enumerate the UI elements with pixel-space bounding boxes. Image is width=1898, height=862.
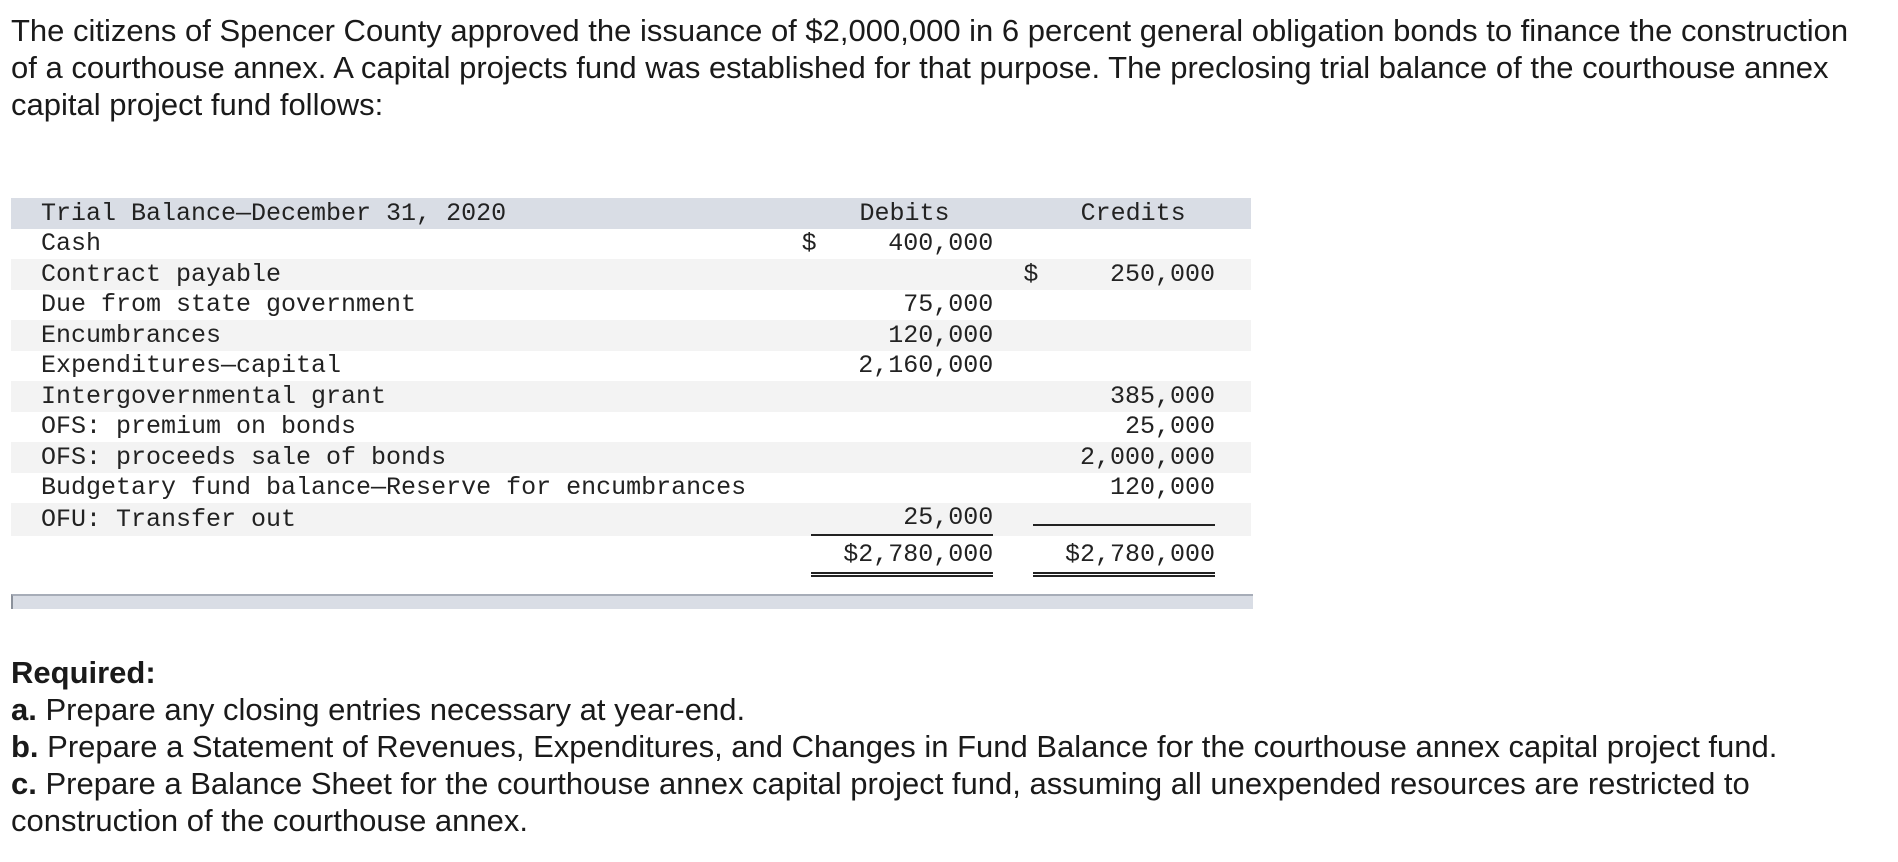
table-row [11, 290, 1251, 321]
account-name: Contract payable [11, 259, 794, 290]
item-text: Prepare any closing entries necessary at year-end. [36, 692, 746, 727]
required-item-b [11, 728, 1881, 765]
credit-amount: 120,000 [1109, 473, 1215, 503]
credit-cell [1015, 503, 1251, 536]
debits-header: Debits [794, 198, 1016, 229]
credits-header: Credits [1015, 198, 1251, 229]
debit-amount: 400,000 [888, 229, 994, 259]
trial-balance-table-container [11, 198, 1251, 580]
account-name: OFS: premium on bonds [41, 412, 357, 442]
required-section [11, 654, 1881, 839]
account-name: Expenditures—capital [41, 351, 342, 381]
credit-cell [1015, 442, 1251, 473]
item-text: Prepare a Balance Sheet for the courthouse annex capital project fund, assuming all unexpended resources are restricted to construction of the courthouse annex. [11, 766, 1750, 838]
credit-total-cell [1015, 536, 1251, 580]
item-letter: b. [11, 729, 39, 764]
table-row [11, 381, 1251, 412]
credit-amount: 250,000 [1109, 259, 1215, 289]
credit-amount-underlined [1033, 522, 1215, 526]
debit-amount: 75,000 [903, 290, 994, 320]
account-name: Cash [41, 229, 102, 259]
required-item-a [11, 691, 1881, 728]
debit-cell [794, 351, 1016, 382]
debit-cell [794, 412, 1016, 443]
debit-cell [794, 229, 1016, 260]
table-row [11, 442, 1251, 473]
credit-cell [1015, 290, 1251, 321]
debit-cell [794, 320, 1016, 351]
debit-cell [794, 290, 1016, 321]
account-name: Intergovernmental grant [11, 381, 794, 412]
credit-cell [1015, 412, 1251, 443]
totals-label [11, 536, 794, 580]
table-row [11, 229, 1251, 260]
debit-amount: 2,160,000 [858, 351, 994, 381]
problem-intro: The citizens of Spencer County approved the issuance of $2,000,000 in 6 percent general obligation bonds to finance the construction of a courthouse annex. A capital projects fund was established for that purpose. The preclosing trial balance of the courthouse annex capital project fund follows: [11, 13, 1849, 122]
debit-cell [794, 442, 1016, 473]
required-item-c [11, 765, 1881, 839]
account-name: OFU: Transfer out [11, 503, 794, 536]
table-header-row [11, 198, 1251, 229]
credit-cell [1015, 351, 1251, 382]
item-text: Prepare a Statement of Revenues, Expenditures, and Changes in Fund Balance for the courthouse annex capital project fund. [38, 729, 1778, 764]
debit-amount-underlined: 25,000 [811, 503, 993, 536]
table-row [11, 473, 1251, 504]
table-row [11, 412, 1251, 443]
item-letter: a. [11, 692, 37, 727]
credit-amount: 25,000 [1124, 412, 1215, 442]
debit-total: $2,780,000 [811, 540, 993, 577]
credit-cell [1015, 320, 1251, 351]
debit-amount: 120,000 [888, 320, 994, 350]
credit-cell [1015, 229, 1251, 260]
debit-total-cell [794, 536, 1016, 580]
account-name: Budgetary fund balance—Reserve for encumbrances [41, 473, 747, 503]
table-row [11, 320, 1251, 351]
dollar-sign: $ [801, 229, 817, 259]
credit-amount: 2,000,000 [1079, 442, 1215, 472]
account-name: Encumbrances [11, 320, 794, 351]
item-letter: c. [11, 766, 37, 801]
required-title: Required: [11, 655, 156, 690]
account-name: OFS: proceeds sale of bonds [11, 442, 794, 473]
trial-balance-table [11, 198, 1251, 580]
credit-cell [1015, 473, 1251, 504]
table-row [11, 503, 1251, 536]
credit-cell [1015, 381, 1251, 412]
debit-cell [794, 259, 1016, 290]
table-row [11, 259, 1251, 290]
totals-row [11, 536, 1251, 580]
credit-cell [1015, 259, 1251, 290]
credit-total: $2,780,000 [1033, 540, 1215, 577]
account-name: Due from state government [41, 290, 417, 320]
table-title: Trial Balance—December 31, 2020 [11, 198, 794, 229]
table-row [11, 351, 1251, 382]
table-footer-bar [11, 594, 1253, 609]
credit-amount: 385,000 [1109, 381, 1215, 411]
debit-cell [794, 381, 1016, 412]
debit-cell [794, 503, 1016, 536]
dollar-sign: $ [1023, 259, 1039, 289]
debit-cell [794, 473, 1016, 504]
